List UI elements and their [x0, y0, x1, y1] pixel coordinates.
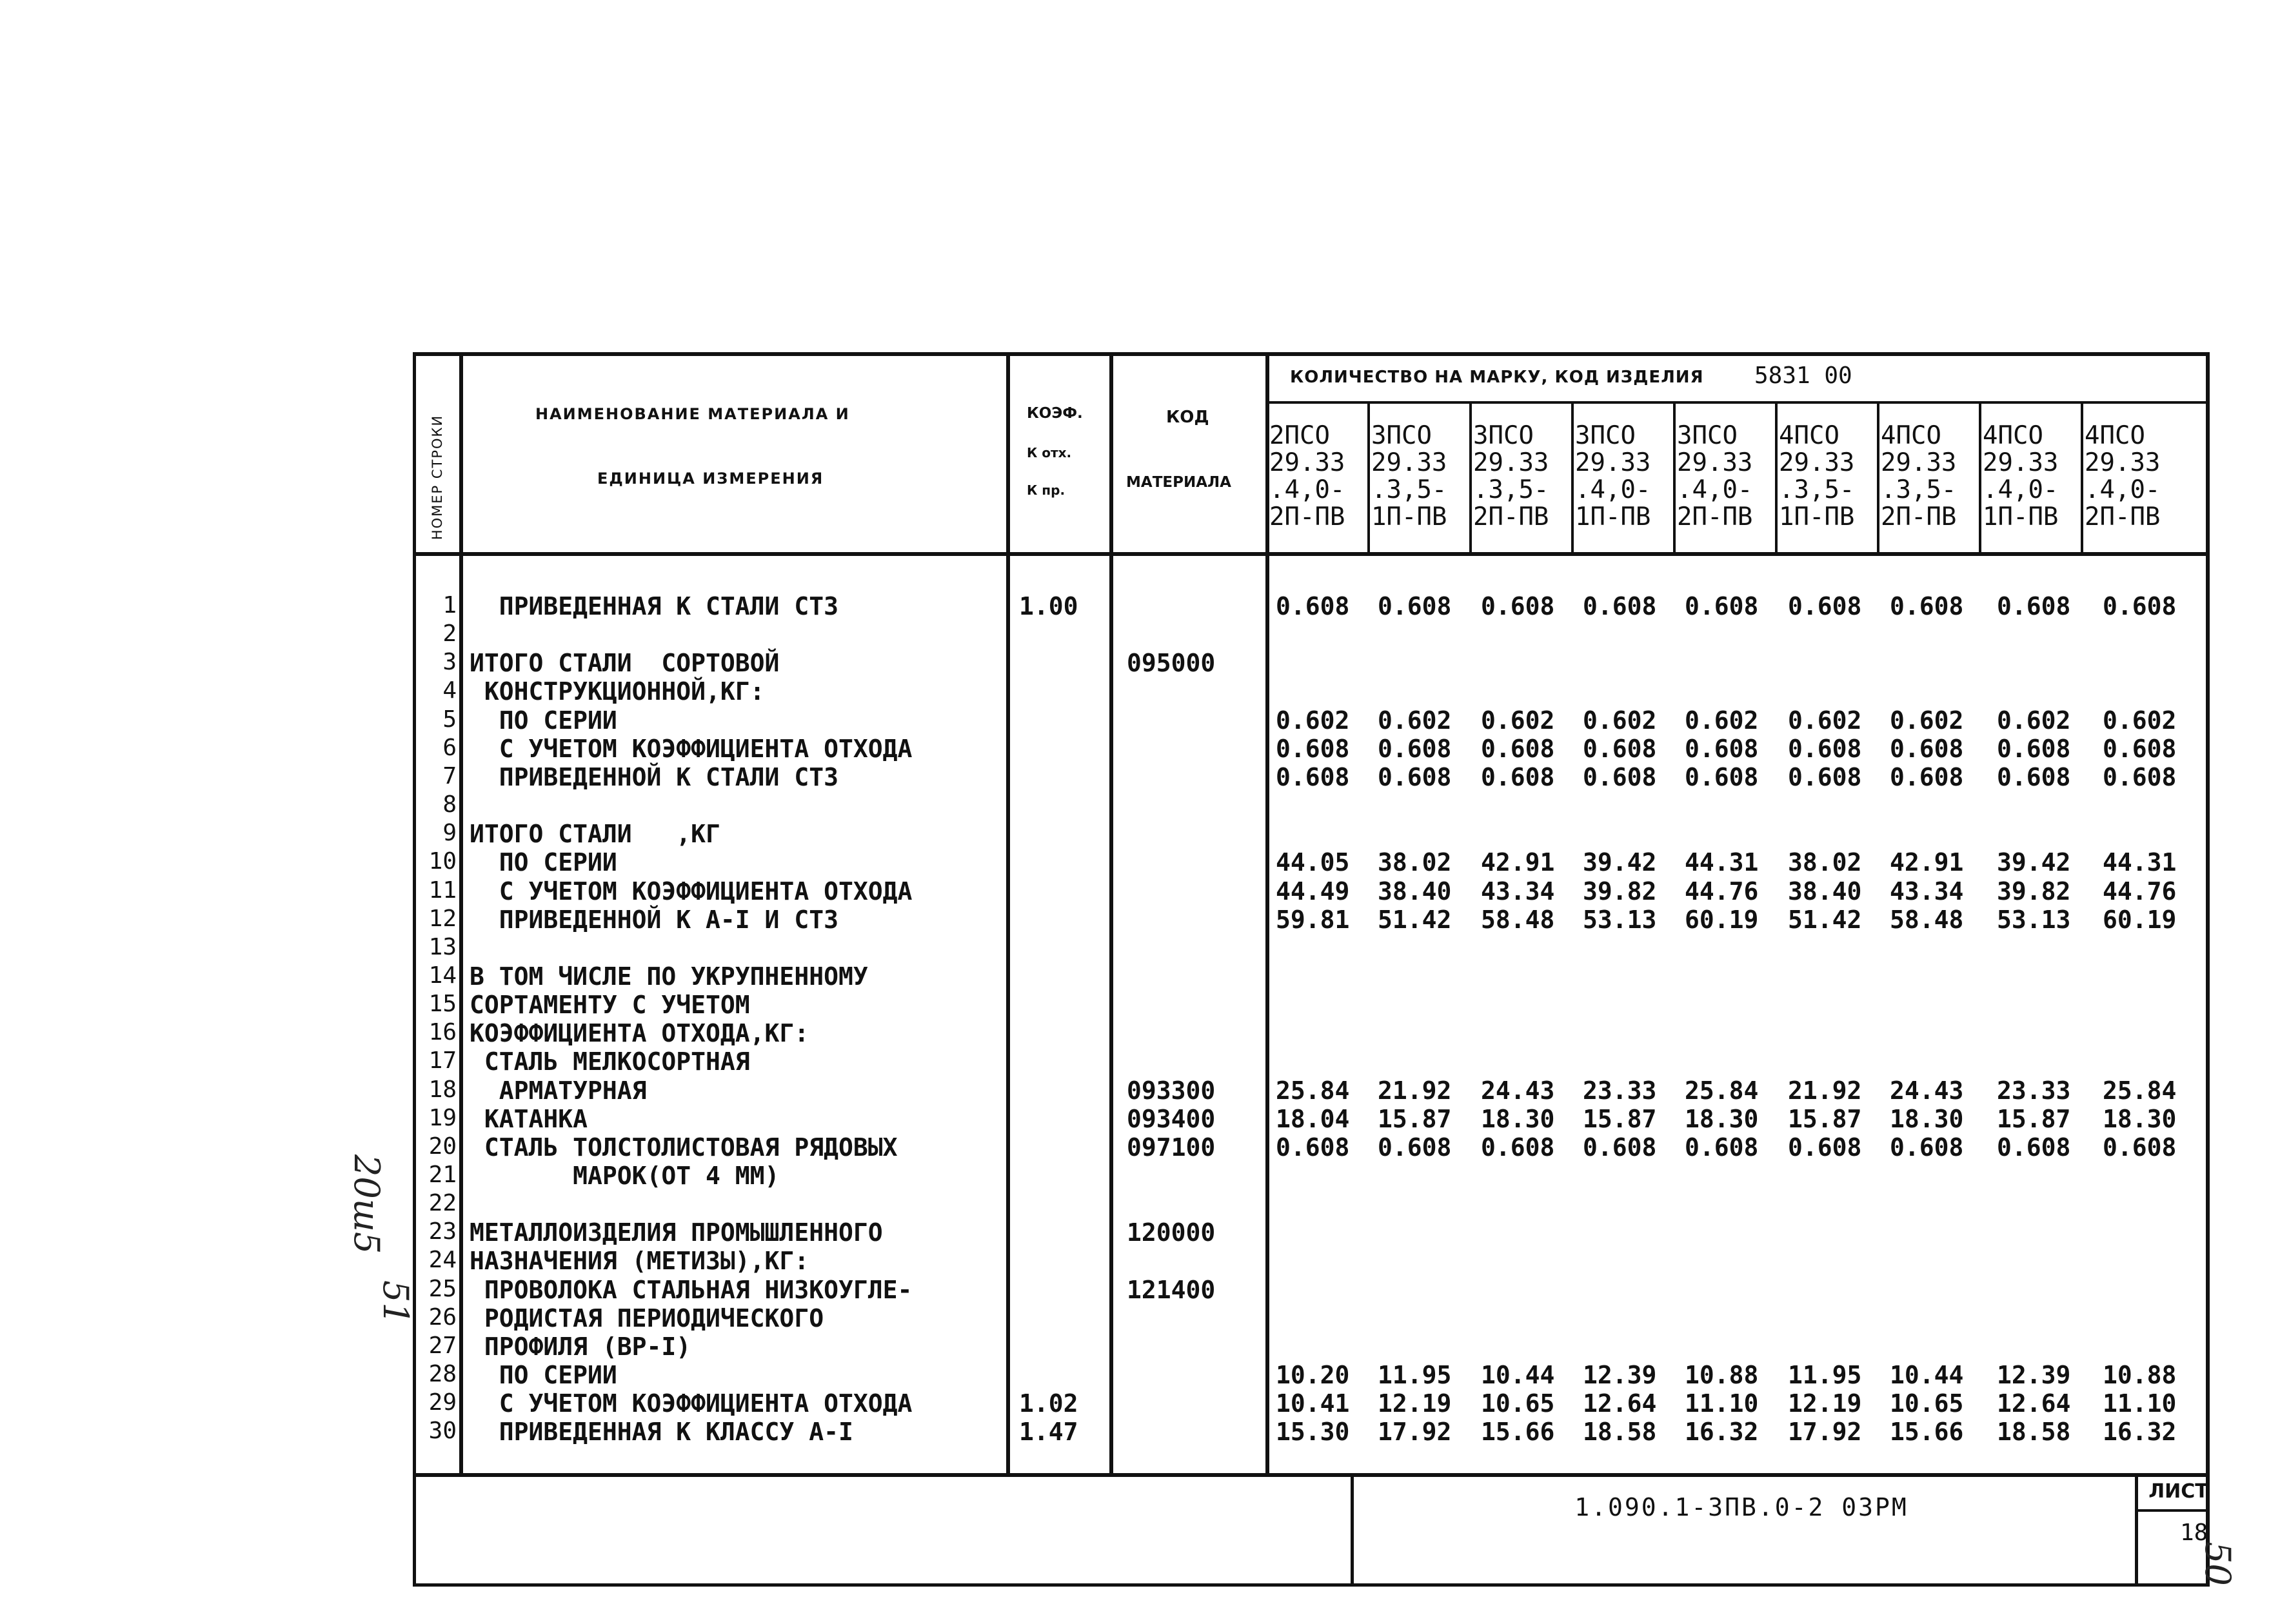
quantity-cell: 25.84 [2103, 1076, 2177, 1105]
quantity-cell: 39.82 [1583, 877, 1657, 906]
quantity-cell: 18.58 [1997, 1418, 2071, 1446]
column-header-line: 1П-ПВ [1983, 502, 2059, 531]
quantity-cell: 10.65 [1481, 1389, 1555, 1418]
material-name: РОДИСТАЯ ПЕРИОДИЧЕСКОГО [470, 1304, 824, 1332]
column-header-line: .4,0- [1575, 475, 1651, 504]
column-header-line: 29.33 [1575, 448, 1651, 477]
quantity-cell: 42.91 [1481, 848, 1555, 876]
quantity-cell: 18.30 [1685, 1105, 1759, 1133]
quantity-cell: 60.19 [1685, 906, 1759, 934]
quantity-cell: 0.608 [1378, 763, 1452, 791]
quantity-cell: 16.32 [1685, 1418, 1759, 1446]
material-name: В ТОМ ЧИСЛЕ ПО УКРУПНЕННОМУ [470, 962, 868, 991]
column-header-line: 29.33 [1473, 448, 1549, 477]
column-header-line: 2ПСО [1269, 421, 1330, 450]
quantity-cell: 0.608 [1583, 735, 1657, 763]
quantity-cell: 15.87 [1997, 1105, 2071, 1133]
quantity-cell: 15.87 [1788, 1105, 1862, 1133]
quantity-cell: 44.05 [1276, 848, 1350, 876]
material-name: СТАЛЬ ТОЛСТОЛИСТОВАЯ РЯДОВЫХ [470, 1133, 898, 1162]
quantity-cell: 10.88 [2103, 1361, 2177, 1389]
quantity-cell: 44.76 [2103, 877, 2177, 906]
row-number: 22 [428, 1190, 457, 1216]
quantity-cell: 0.608 [1583, 592, 1657, 620]
quantity-cell: 0.608 [1378, 1133, 1452, 1162]
column-header-line: 29.33 [1371, 448, 1447, 477]
coef-header-line3: К пр. [1027, 482, 1066, 498]
row-number: 3 [442, 649, 457, 675]
quantity-cell: 53.13 [1583, 906, 1657, 934]
quantity-cell: 0.608 [1276, 592, 1350, 620]
row-number: 28 [428, 1361, 457, 1387]
quantity-cell: 0.608 [1583, 763, 1657, 791]
quantity-cell: 23.33 [1997, 1076, 2071, 1105]
quantity-cell: 21.92 [1378, 1076, 1452, 1105]
row-number: 2 [442, 620, 457, 647]
material-name: С УЧЕТОМ КОЭФФИЦИЕНТА ОТХОДА [470, 877, 913, 906]
quantity-cell: 15.66 [1890, 1418, 1964, 1446]
quantity-cell: 0.608 [1890, 763, 1964, 791]
quantity-cell: 0.608 [1890, 735, 1964, 763]
quantity-cell: 0.608 [2103, 735, 2177, 763]
row-number: 30 [428, 1418, 457, 1444]
row-number: 14 [428, 962, 457, 989]
quantity-cell: 60.19 [2103, 906, 2177, 934]
material-code: 097100 [1127, 1133, 1216, 1162]
material-name: ПРОВОЛОКА СТАЛЬНАЯ НИЗКОУГЛЕ- [470, 1276, 913, 1304]
quantity-cell: 0.608 [1276, 735, 1350, 763]
material-name: ПО СЕРИИ [470, 848, 617, 876]
quantity-cell: 0.608 [1685, 1133, 1759, 1162]
quantity-cell: 18.04 [1276, 1105, 1350, 1133]
material-name: ИТОГО СТАЛИ СОРТОВОЙ [470, 649, 780, 677]
quantity-cell: 39.82 [1997, 877, 2071, 906]
quantity-cell: 15.87 [1583, 1105, 1657, 1133]
column-header-line: 29.33 [1983, 448, 2059, 477]
quantity-cell: 0.608 [1890, 592, 1964, 620]
material-name: ПРИВЕДЕННАЯ К СТАЛИ СТ3 [470, 592, 838, 620]
row-number: 16 [428, 1019, 457, 1045]
column-header-line: 29.33 [2085, 448, 2161, 477]
quantity-cell: 58.48 [1481, 906, 1555, 934]
column-header [1881, 422, 1981, 531]
material-name: ПРОФИЛЯ (ВР-I) [470, 1332, 691, 1361]
column-header [1983, 422, 2083, 531]
quantity-cell: 0.608 [1276, 1133, 1350, 1162]
row-number: 6 [442, 735, 457, 761]
material-name: МЕТАЛЛОИЗДЕЛИЯ ПРОМЫШЛЕННОГО [470, 1218, 883, 1247]
quantity-cell: 0.602 [1481, 706, 1555, 735]
coef-header-line2: К отх. [1027, 445, 1072, 460]
quantity-cell: 0.608 [2103, 1133, 2177, 1162]
quantity-cell: 0.608 [1481, 1133, 1555, 1162]
column-header [1371, 422, 1472, 531]
code-header-line2: МАТЕРИАЛА [1126, 474, 1231, 491]
quantity-cell: 58.48 [1890, 906, 1964, 934]
row-number: 24 [428, 1247, 457, 1273]
row-number: 13 [428, 934, 457, 960]
column-header-line: .3,5- [1371, 475, 1447, 504]
document-code: 1.090.1-3ПВ.0-2 03РМ [1574, 1493, 1908, 1521]
row-number: 18 [428, 1076, 457, 1103]
quantity-cell: 10.88 [1685, 1361, 1759, 1389]
quantity-cell: 51.42 [1378, 906, 1452, 934]
column-header-line: 29.33 [1779, 448, 1855, 477]
quantity-cell: 0.608 [1997, 592, 2071, 620]
row-number: 27 [428, 1332, 457, 1359]
quantity-cell: 11.95 [1378, 1361, 1452, 1389]
column-header-line: 29.33 [1677, 448, 1753, 477]
quantity-cell: 38.02 [1378, 848, 1452, 876]
material-name: КОНСТРУКЦИОННОЙ,КГ: [470, 677, 765, 706]
row-number: 4 [442, 677, 457, 704]
quantity-cell: 0.602 [1378, 706, 1452, 735]
quantity-cell: 10.20 [1276, 1361, 1350, 1389]
quantity-cell: 23.33 [1583, 1076, 1657, 1105]
quantity-cell: 42.91 [1890, 848, 1964, 876]
column-header-line: 3ПСО [1677, 421, 1738, 450]
quantity-cell: 0.608 [1788, 1133, 1862, 1162]
quantity-cell: 51.42 [1788, 906, 1862, 934]
row-number: 5 [442, 706, 457, 733]
quantity-cell: 10.65 [1890, 1389, 1964, 1418]
column-header-line: .3,5- [1881, 475, 1957, 504]
quantity-cell: 38.40 [1378, 877, 1452, 906]
quantity-header: КОЛИЧЕСТВО НА МАРКУ, КОД ИЗДЕЛИЯ [1290, 368, 1704, 387]
row-number: 29 [428, 1389, 457, 1416]
column-header-line: 2П-ПВ [1269, 502, 1345, 531]
row-number: 7 [442, 763, 457, 789]
column-header-line: 3ПСО [1371, 421, 1432, 450]
quantity-cell: 18.30 [2103, 1105, 2177, 1133]
quantity-cell: 12.19 [1378, 1389, 1452, 1418]
material-name: С УЧЕТОМ КОЭФФИЦИЕНТА ОТХОДА [470, 735, 913, 763]
material-name: АРМАТУРНАЯ [470, 1076, 647, 1105]
quantity-cell: 0.608 [1481, 592, 1555, 620]
margin-note-right: 50 [2197, 1541, 2238, 1586]
column-header-line: 1П-ПВ [1779, 502, 1855, 531]
quantity-cell: 0.602 [1890, 706, 1964, 735]
quantity-cell: 43.34 [1481, 877, 1555, 906]
quantity-cell: 18.58 [1583, 1418, 1657, 1446]
column-header-line: .4,0- [2085, 475, 2161, 504]
quantity-cell: 18.30 [1890, 1105, 1964, 1133]
quantity-cell: 0.608 [1685, 763, 1759, 791]
column-header-line: .3,5- [1779, 475, 1855, 504]
column-header-line: .4,0- [1983, 475, 2059, 504]
quantity-cell: 0.602 [1997, 706, 2071, 735]
quantity-cell: 44.49 [1276, 877, 1350, 906]
quantity-cell: 0.602 [1788, 706, 1862, 735]
column-header-line: 4ПСО [1779, 421, 1839, 450]
column-header-line: 29.33 [1881, 448, 1957, 477]
quantity-cell: 0.608 [2103, 592, 2177, 620]
material-name: СОРТАМЕНТУ С УЧЕТОМ [470, 991, 750, 1019]
quantity-cell: 10.44 [1890, 1361, 1964, 1389]
column-header-line: 1П-ПВ [1371, 502, 1447, 531]
quantity-cell: 11.10 [1685, 1389, 1759, 1418]
column-header-line: 1П-ПВ [1575, 502, 1651, 531]
column-header [2085, 422, 2185, 531]
quantity-cell: 24.43 [1481, 1076, 1555, 1105]
coef-header-line1: КОЭФ. [1027, 405, 1083, 422]
quantity-cell: 25.84 [1685, 1076, 1759, 1105]
margin-note-lower: 51 [375, 1280, 416, 1325]
row-number: 19 [428, 1105, 457, 1131]
column-header-line: 4ПСО [1881, 421, 1941, 450]
material-name: СТАЛЬ МЕЛКОСОРТНАЯ [470, 1047, 750, 1076]
margin-note-upper: 20ш5 [346, 1154, 387, 1254]
material-name: ПРИВЕДЕННОЙ К А-I И СТ3 [470, 906, 838, 934]
column-header-line: .4,0- [1269, 475, 1345, 504]
quantity-cell: 0.608 [1685, 735, 1759, 763]
row-number: 11 [428, 877, 457, 904]
code-header-line1: КОД [1166, 408, 1209, 427]
quantity-cell: 0.608 [1997, 735, 2071, 763]
quantity-cell: 18.30 [1481, 1105, 1555, 1133]
quantity-cell: 43.34 [1890, 877, 1964, 906]
material-name: НАЗНАЧЕНИЯ (МЕТИЗЫ),КГ: [470, 1247, 809, 1275]
quantity-cell: 0.608 [1788, 592, 1862, 620]
material-code: 093400 [1127, 1105, 1216, 1133]
quantity-cell: 44.31 [1685, 848, 1759, 876]
coefficient: 1.02 [1019, 1389, 1078, 1418]
quantity-cell: 10.41 [1276, 1389, 1350, 1418]
material-code: 093300 [1127, 1076, 1216, 1105]
quantity-cell: 0.608 [2103, 763, 2177, 791]
column-header [1269, 422, 1370, 531]
quantity-cell: 10.44 [1481, 1361, 1555, 1389]
quantity-cell: 11.95 [1788, 1361, 1862, 1389]
quantity-cell: 0.608 [1890, 1133, 1964, 1162]
quantity-cell: 0.608 [1481, 763, 1555, 791]
product-code: 5831 00 [1754, 362, 1852, 389]
material-name: МАРОК(ОТ 4 ММ) [470, 1162, 780, 1190]
quantity-cell: 15.30 [1276, 1418, 1350, 1446]
quantity-cell: 12.39 [1997, 1361, 2071, 1389]
quantity-cell: 0.602 [1685, 706, 1759, 735]
column-header [1575, 422, 1676, 531]
material-name: КАТАНКА [470, 1105, 588, 1133]
quantity-cell: 38.02 [1788, 848, 1862, 876]
row-number: 25 [428, 1276, 457, 1302]
material-name: КОЭФФИЦИЕНТА ОТХОДА,КГ: [470, 1019, 809, 1047]
column-header-line: 3ПСО [1473, 421, 1534, 450]
quantity-cell: 25.84 [1276, 1076, 1350, 1105]
quantity-cell: 53.13 [1997, 906, 2071, 934]
row-number-header: НОМЕР СТРОКИ [430, 414, 445, 540]
quantity-cell: 0.608 [1378, 592, 1452, 620]
row-number: 8 [442, 791, 457, 818]
quantity-cell: 0.608 [1481, 735, 1555, 763]
quantity-cell: 0.608 [1788, 763, 1862, 791]
material-code: 095000 [1127, 649, 1216, 677]
sheet-number: 18 [2180, 1520, 2208, 1546]
row-number: 26 [428, 1304, 457, 1331]
row-number: 10 [428, 848, 457, 875]
row-number: 9 [442, 820, 457, 846]
quantity-cell: 0.608 [1276, 763, 1350, 791]
quantity-cell: 0.608 [1685, 592, 1759, 620]
column-header-line: 2П-ПВ [2085, 502, 2161, 531]
quantity-cell: 24.43 [1890, 1076, 1964, 1105]
quantity-cell: 17.92 [1788, 1418, 1862, 1446]
quantity-cell: 39.42 [1997, 848, 2071, 876]
quantity-cell: 12.19 [1788, 1389, 1862, 1418]
row-number: 23 [428, 1218, 457, 1245]
quantity-cell: 0.608 [1997, 1133, 2071, 1162]
row-number: 17 [428, 1047, 457, 1074]
material-name: ПО СЕРИИ [470, 1361, 617, 1389]
quantity-cell: 11.10 [2103, 1389, 2177, 1418]
quantity-cell: 0.602 [1276, 706, 1350, 735]
material-name: ИТОГО СТАЛИ ,КГ [470, 820, 720, 848]
quantity-cell: 0.602 [1583, 706, 1657, 735]
material-name: ПО СЕРИИ [470, 706, 617, 735]
quantity-cell: 12.64 [1997, 1389, 2071, 1418]
column-header-line: 4ПСО [2085, 421, 2145, 450]
column-header-line: 2П-ПВ [1677, 502, 1753, 531]
row-number: 1 [442, 592, 457, 619]
material-header-line2: ЕДИНИЦА ИЗМЕРЕНИЯ [597, 470, 824, 488]
quantity-cell: 17.92 [1378, 1418, 1452, 1446]
material-header-line1: НАИМЕНОВАНИЕ МАТЕРИАЛА И [535, 405, 850, 423]
column-header-line: 2П-ПВ [1881, 502, 1957, 531]
column-header [1677, 422, 1778, 531]
column-header-line: .4,0- [1677, 475, 1753, 504]
quantity-cell: 12.64 [1583, 1389, 1657, 1418]
quantity-cell: 0.602 [2103, 706, 2177, 735]
row-number: 12 [428, 906, 457, 932]
column-header [1779, 422, 1879, 531]
column-header [1473, 422, 1574, 531]
quantity-cell: 38.40 [1788, 877, 1862, 906]
quantity-cell: 15.87 [1378, 1105, 1452, 1133]
quantity-cell: 0.608 [1378, 735, 1452, 763]
column-header-line: .3,5- [1473, 475, 1549, 504]
sheet-label: ЛИСТ [2148, 1480, 2208, 1503]
column-header-line: 4ПСО [1983, 421, 2043, 450]
quantity-cell: 12.39 [1583, 1361, 1657, 1389]
quantity-cell: 16.32 [2103, 1418, 2177, 1446]
quantity-cell: 59.81 [1276, 906, 1350, 934]
quantity-cell: 21.92 [1788, 1076, 1862, 1105]
quantity-cell: 0.608 [1788, 735, 1862, 763]
row-number: 21 [428, 1162, 457, 1188]
column-header-line: 3ПСО [1575, 421, 1636, 450]
quantity-cell: 44.76 [1685, 877, 1759, 906]
material-code: 121400 [1127, 1276, 1216, 1304]
quantity-cell: 44.31 [2103, 848, 2177, 876]
row-number: 20 [428, 1133, 457, 1160]
quantity-cell: 15.66 [1481, 1418, 1555, 1446]
quantity-cell: 0.608 [1997, 763, 2071, 791]
row-number: 15 [428, 991, 457, 1017]
quantity-cell: 39.42 [1583, 848, 1657, 876]
coefficient: 1.00 [1019, 592, 1078, 620]
column-header-line: 2П-ПВ [1473, 502, 1549, 531]
material-code: 120000 [1127, 1218, 1216, 1247]
material-name: С УЧЕТОМ КОЭФФИЦИЕНТА ОТХОДА [470, 1389, 913, 1418]
material-name: ПРИВЕДЕННОЙ К СТАЛИ СТ3 [470, 763, 838, 791]
quantity-cell: 0.608 [1583, 1133, 1657, 1162]
column-header-line: 29.33 [1269, 448, 1345, 477]
material-name: ПРИВЕДЕННАЯ К КЛАССУ А-I [470, 1418, 853, 1446]
coefficient: 1.47 [1019, 1418, 1078, 1446]
